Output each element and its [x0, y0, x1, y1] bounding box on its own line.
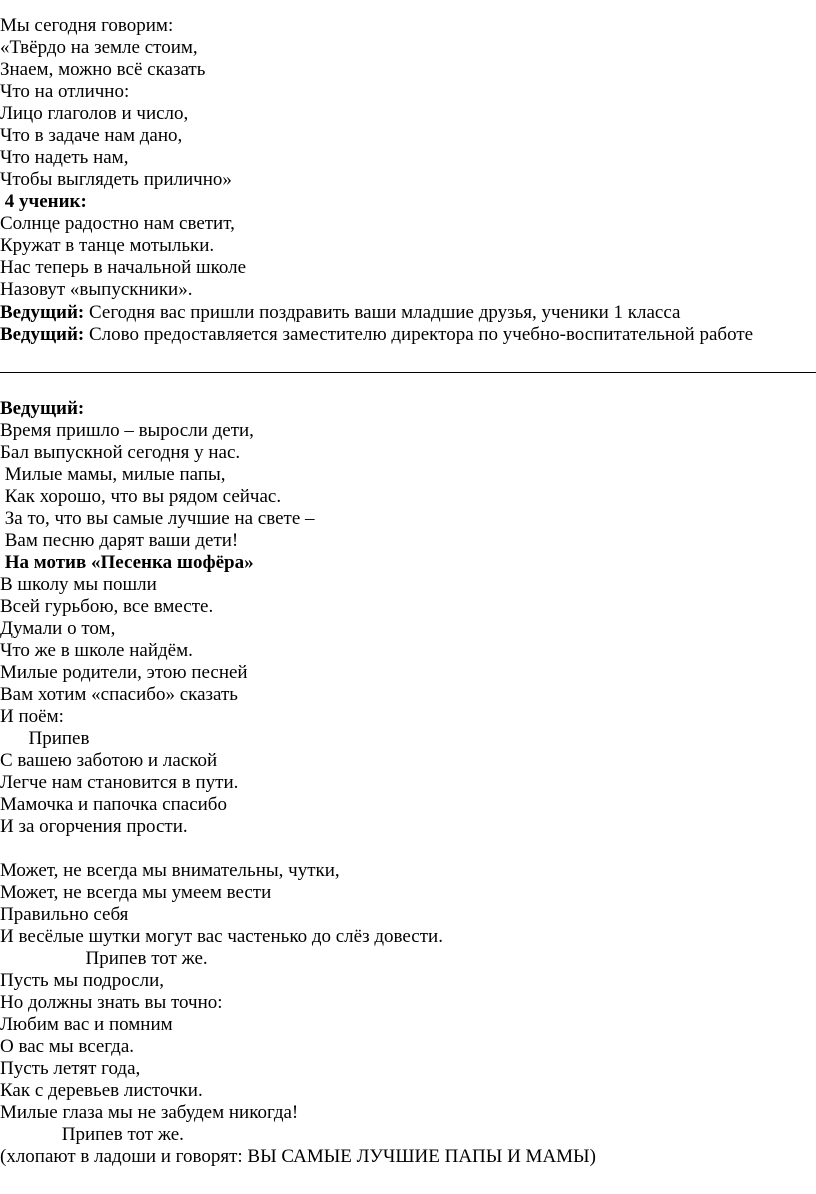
- chorus-label: Припев: [0, 728, 90, 749]
- host-line: [0, 302, 680, 324]
- speaker-label: Ведущий:: [0, 398, 85, 419]
- speaker-label: Ведущий:: [0, 302, 85, 323]
- host-text: Сегодня вас пришли поздравить ваши младшие друзья, ученики 1 класса: [84, 302, 681, 323]
- song-line: Может, не всегда мы умеем вести: [0, 882, 272, 903]
- chorus-repeat: Припев тот же.: [0, 948, 208, 969]
- poem-line: Чтобы выглядеть прилично»: [0, 169, 232, 190]
- song-line: Может, не всегда мы внимательны, чутки,: [0, 860, 340, 881]
- poem-line: «Твёрдо на земле стоим,: [0, 37, 198, 58]
- poem-line: Что в задаче нам дано,: [0, 125, 183, 146]
- speaker-label: Ведущий:: [0, 324, 85, 345]
- closing-remark: (хлопают в ладоши и говорят: ВЫ САМЫЕ ЛУЧШИЕ ПАПЫ И МАМЫ): [0, 1146, 596, 1167]
- speaker-label: 4 ученик:: [0, 191, 87, 212]
- poem-line: Вам песню дарят ваши дети!: [0, 530, 239, 551]
- song-line: Легче нам становится в пути.: [0, 772, 239, 793]
- host-text: Слово предоставляется заместителю директора по учебно-воспитательной работе: [84, 324, 754, 345]
- poem-line: Нас теперь в начальной школе: [0, 257, 247, 278]
- song-line: В школу мы пошли: [0, 574, 157, 595]
- song-line: Любим вас и помним: [0, 1014, 173, 1035]
- poem-line: Кружат в танце мотыльки.: [0, 235, 215, 256]
- song-line: Мамочка и папочка спасибо: [0, 794, 227, 815]
- song-line: Пусть мы подросли,: [0, 970, 165, 991]
- poem-line: За то, что вы самые лучшие на свете –: [0, 508, 315, 529]
- poem-line: Лицо глаголов и число,: [0, 103, 189, 124]
- poem-line: Милые мамы, милые папы,: [0, 464, 226, 485]
- chorus-repeat: Припев тот же.: [0, 1124, 184, 1145]
- song-line: Всей гурьбою, все вместе.: [0, 596, 214, 617]
- poem-line: Солнце радостно нам светит,: [0, 213, 235, 234]
- host-line: [0, 324, 753, 346]
- song-line: О вас мы всегда.: [0, 1036, 135, 1057]
- song-line: С вашею заботою и лаской: [0, 750, 218, 771]
- song-line: Милые глаза мы не забудем никогда!: [0, 1102, 299, 1123]
- song-line: Пусть летят года,: [0, 1058, 141, 1079]
- song-line: Правильно себя: [0, 904, 129, 925]
- song-line: И поём:: [0, 706, 64, 727]
- song-title: На мотив «Песенка шофёра»: [0, 552, 254, 573]
- poem-line: Знаем, можно всё сказать: [0, 59, 206, 80]
- poem-line: Бал выпускной сегодня у нас.: [0, 442, 241, 463]
- poem-line: Что надеть нам,: [0, 147, 129, 168]
- section-divider: [0, 372, 816, 373]
- poem-line: Назовут «выпускники».: [0, 279, 193, 300]
- song-line: Но должны знать вы точно:: [0, 992, 223, 1013]
- song-line: И весёлые шутки могут вас частенько до слёз довести.: [0, 926, 443, 947]
- song-line: Милые родители, этою песней: [0, 662, 248, 683]
- poem-line: Время пришло – выросли дети,: [0, 420, 254, 441]
- song-line: Что же в школе найдём.: [0, 640, 193, 661]
- poem-line: Мы сегодня говорим:: [0, 15, 174, 36]
- song-line: Думали о том,: [0, 618, 116, 639]
- song-line: Как с деревьев листочки.: [0, 1080, 203, 1101]
- song-line: Вам хотим «спасибо» сказать: [0, 684, 238, 705]
- poem-line: Что на отлично:: [0, 81, 130, 102]
- poem-line: Как хорошо, что вы рядом сейчас.: [0, 486, 282, 507]
- song-line: И за огорчения прости.: [0, 816, 188, 837]
